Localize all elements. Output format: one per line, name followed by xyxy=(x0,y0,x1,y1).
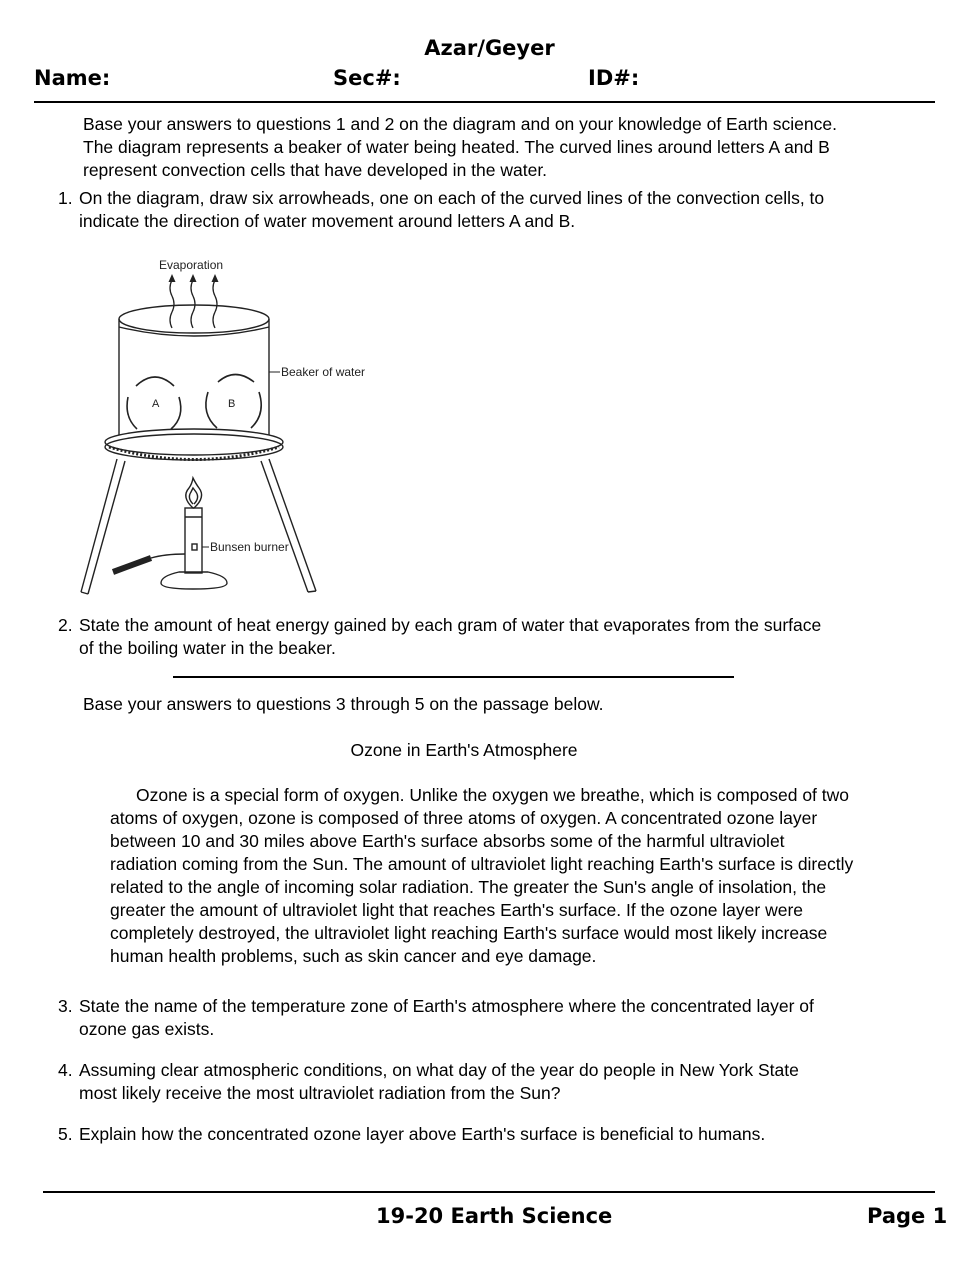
question-2-number: 2. xyxy=(58,615,73,635)
burner-label: Bunsen burner xyxy=(210,540,289,554)
question-2-text: State the amount of heat energy gained by each gram of water that evaporates from the surface of the boiling water in the beaker. xyxy=(79,615,822,658)
name-label: Name: xyxy=(34,66,111,90)
beaker-diagram xyxy=(75,252,385,600)
beaker xyxy=(119,305,269,447)
question-4-text: Assuming clear atmospheric conditions, on what day of the year do people in New York State most likely receive the most ultraviolet radiation from the Sun? xyxy=(79,1060,799,1103)
footer-divider xyxy=(43,1191,935,1193)
page-number: Page 1 xyxy=(867,1204,948,1228)
evaporation-arrowheads xyxy=(169,274,219,282)
section-divider xyxy=(173,676,734,678)
id-label: ID#: xyxy=(588,66,640,90)
evaporation-arrows xyxy=(170,278,217,328)
question-4-number: 4. xyxy=(58,1060,73,1080)
section-label: Sec#: xyxy=(333,66,401,90)
teacher-names: Azar/Geyer xyxy=(424,36,555,60)
question-3-number: 3. xyxy=(58,996,73,1016)
question-1-text: On the diagram, draw six arrowheads, one on each of the curved lines of the convection cells, to indicate the direction of water movement around letters A and B. xyxy=(79,188,825,231)
cell-a-label: A xyxy=(152,398,160,410)
question-5-text: Explain how the concentrated ozone layer above Earth's surface is beneficial to humans. xyxy=(79,1124,766,1144)
question-3-text: State the name of the temperature zone of Earth's atmosphere where the concentrated layer of ozone gas exists. xyxy=(79,996,814,1039)
beaker-label: Beaker of water xyxy=(281,365,366,379)
set2-intro: Base your answers to questions 3 through 5 on the passage below. xyxy=(83,694,604,714)
passage-text: Ozone is a special form of oxygen. Unlike the oxygen we breathe, which is composed of two atoms of oxygen, ozone is composed of three atoms of oxygen. A concentrated ozone layer between 10 and 30 miles above Earth's surface absorbs some of the harmful ultraviolet radiation coming from the Sun. The amount of ultraviolet light reaching Earth's surface is directly related to the angle of incoming solar radiation. The greater the Sun's angle of insolation, the greater the amount of ultraviolet light that reaches Earth's surface. If the ozone layer were completely destroyed, the ultraviolet light reaching Earth's surface would most likely increase human health problems, such as skin cancer and eye damage. xyxy=(110,785,854,966)
set1-intro: Base your answers to questions 1 and 2 on the diagram and on your knowledge of Earth science. The diagram represents a beaker of water being heated. The curved lines around letters A and B represent convection cells that have developed in the water. xyxy=(83,114,837,180)
header-divider xyxy=(34,101,935,103)
bunsen-burner xyxy=(113,478,227,589)
cell-b-label: B xyxy=(228,398,236,410)
passage-title: Ozone in Earth's Atmosphere xyxy=(350,740,578,760)
question-5-number: 5. xyxy=(58,1124,73,1144)
course-title: 19-20 Earth Science xyxy=(376,1204,613,1228)
question-1-number: 1. xyxy=(58,188,73,208)
evaporation-label: Evaporation xyxy=(159,258,224,272)
